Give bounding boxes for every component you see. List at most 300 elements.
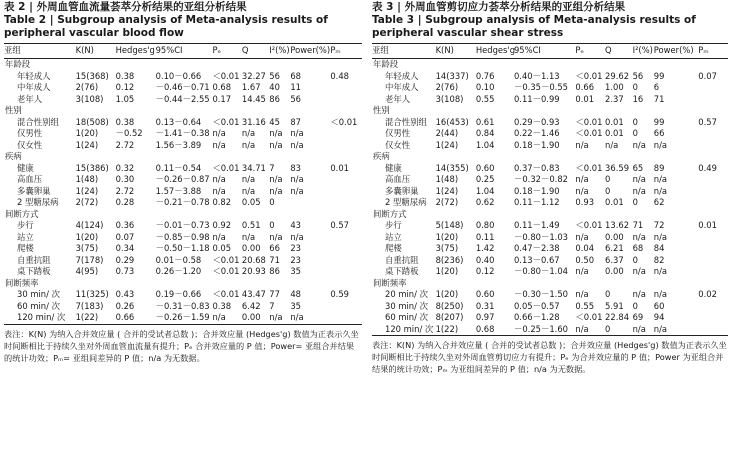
table-cell: 99 (653, 70, 665, 81)
table-cell: 0.18－1.90 (513, 139, 560, 150)
section-label: 间断方式 (373, 208, 407, 219)
table-cell: 0.38 (212, 300, 232, 311)
table-cell: 2(72) (75, 197, 99, 207)
table-row (372, 312, 728, 324)
table-cell (330, 301, 362, 313)
table-cell: 2(76) (75, 82, 99, 92)
table-cell: 0.30 (115, 174, 135, 184)
table-cell: 7(178) (75, 254, 104, 265)
table-cell: n/a (632, 266, 646, 276)
table-3-title-en: Table 3 | Subgroup analysis of Meta-analysis results of peripheral vascular shear stress (372, 14, 696, 39)
table-cell: n/a (290, 174, 304, 184)
table-cell: 22.84 (605, 312, 630, 322)
table-row (372, 186, 728, 198)
table-cell: 1(20) (75, 128, 99, 138)
table-cell (330, 128, 362, 140)
table-cell: n/a (290, 231, 304, 242)
subgroup-label: 爬楼 (17, 243, 34, 253)
table-cell: 1(20) (435, 231, 459, 242)
table-cell: n/a (575, 289, 589, 299)
table-row (4, 312, 362, 324)
table-cell: 0.29 (115, 254, 135, 265)
table-cell: n/a (653, 185, 668, 196)
section-row (372, 105, 728, 117)
table-cell: 86 (269, 266, 280, 276)
table-cell: 0.12 (475, 266, 495, 276)
subgroup-label: 桌下踏板 (385, 266, 419, 276)
subgroup-label: 自重抗阻 (385, 254, 419, 265)
table-row (4, 220, 362, 232)
table-cell: 0 (269, 220, 275, 230)
table-cell: 0.25 (475, 174, 495, 184)
table-cell: －0.52 (115, 128, 143, 138)
table-cell: 0.28 (115, 197, 135, 207)
table-cell: －0.01－0.73 (155, 220, 210, 230)
table-cell: 0.57 (698, 116, 717, 127)
table-cell: 1(24) (435, 185, 459, 196)
table-cell: 0 (632, 116, 638, 127)
section-label: 间断方式 (5, 208, 39, 219)
column-header: 亚组 (4, 45, 21, 56)
table-cell: 1(22) (75, 312, 99, 322)
table-row (372, 197, 728, 209)
table-cell: 0.97 (475, 312, 495, 322)
table-cell: n/a (575, 139, 589, 150)
table-cell: 0.00 (241, 312, 261, 322)
table-row (372, 220, 728, 232)
table-cell: 1(24) (435, 139, 459, 150)
table-cell: 5.91 (605, 300, 624, 311)
section-row (372, 59, 728, 71)
table-cell: 4(124) (75, 220, 104, 230)
table-cell: n/a (241, 128, 256, 138)
table-cell: 0.68 (475, 323, 495, 334)
table-cell: 0.07 (698, 70, 717, 81)
table-cell: ＜0.01 (212, 289, 240, 299)
table-cell: 0.62 (475, 197, 495, 207)
table-cell: n/a (269, 139, 283, 150)
table-cell: 77 (269, 289, 280, 299)
table-cell: 0.40 (475, 254, 495, 265)
table-cell: 2.37 (605, 93, 624, 104)
table-cell: 36.59 (605, 162, 630, 173)
subgroup-label: 仅男性 (17, 128, 43, 138)
table-row (372, 266, 728, 278)
table-cell: 0.05 (212, 243, 232, 253)
table-cell: 71 (269, 254, 280, 265)
table-cell: 0.60 (475, 162, 495, 173)
table-row (372, 128, 728, 140)
table-cell (330, 232, 362, 244)
table-cell: 14.45 (241, 93, 266, 104)
table-cell: 0.01 (330, 162, 349, 173)
table-cell: 71 (632, 220, 644, 230)
table-cell: 0.93 (575, 197, 595, 207)
table-cell: n/a (212, 185, 226, 196)
table-cell (330, 82, 362, 94)
table-cell: 0.40－1.13 (513, 70, 560, 81)
section-row (4, 151, 362, 163)
table-cell: 0 (605, 185, 611, 196)
table-cell: 0.48 (330, 70, 349, 81)
table-cell: 0 (605, 289, 611, 299)
subgroup-label: 步行 (17, 220, 34, 230)
table-cell: 0 (605, 323, 611, 334)
table-cell: 0 (632, 128, 638, 138)
table-cell: 1(48) (75, 174, 99, 184)
table-cell: 0.11－0.99 (513, 93, 560, 104)
table-cell: 0.66 (575, 82, 595, 92)
table-row (372, 82, 728, 94)
table-row (372, 140, 728, 152)
table-cell: 0.55 (575, 300, 595, 311)
subgroup-label: 站立 (17, 231, 34, 242)
subgroup-label: 混合性别组 (385, 116, 427, 127)
table-cell: 0.12 (115, 82, 135, 92)
table-3-title-cn: 表 3 | 外周血管剪切应力荟萃分析结果的亚组分析结果 (372, 1, 626, 13)
table-cell: 0.11－1.49 (513, 220, 560, 230)
table-cell: 0.92 (212, 220, 232, 230)
subgroup-label: 中年成人 (17, 82, 51, 92)
subgroup-label: 60 min/ 次 (17, 300, 60, 311)
table-cell: 66 (269, 243, 280, 253)
table-cell: 0.49 (698, 162, 717, 173)
table-cell (698, 186, 728, 198)
section-label: 间断频率 (373, 277, 407, 288)
table-row (372, 289, 728, 301)
table-cell: 1.56－3.89 (155, 139, 202, 150)
table-cell: 1(22) (435, 323, 459, 334)
table-row (4, 289, 362, 301)
column-header: Pₘ (330, 45, 341, 56)
table-cell: 0.02 (698, 289, 717, 299)
table-cell: n/a (575, 231, 589, 242)
table-cell: 0.13－0.67 (513, 254, 560, 265)
table-cell (698, 174, 728, 186)
table-cell: n/a (212, 231, 226, 242)
table-cell: 0.26－1.20 (155, 266, 202, 276)
table-row (4, 255, 362, 267)
table-cell: n/a (653, 174, 668, 184)
table-cell: 1(20) (75, 231, 99, 242)
table-cell: 5(148) (435, 220, 464, 230)
table-cell: 0.00 (605, 231, 624, 242)
table-cell (698, 255, 728, 267)
table-3-note: 表注：K(N) 为纳入合并效应量 ( 合并的受试者总数 )；合并效应量 (Hedges'g) 数值为正表示久坐时间断相比于持续久坐对外周血管剪切应力有提升；Pₑ 为合并效应量的 P 值；Power 为亚组合并结果的统计功效；Pₘ 为亚组间差异的 P 值；n/a 为无数据。 (372, 340, 727, 374)
table-cell: 0.19－0.66 (155, 289, 202, 299)
table-cell: 18(508) (75, 116, 109, 127)
subgroup-label: 健康 (17, 162, 34, 173)
table-cell (330, 174, 362, 186)
table-cell: 14(337) (435, 70, 469, 81)
table-cell: n/a (632, 323, 646, 334)
table-cell: 56 (269, 70, 280, 81)
table-cell (698, 128, 728, 140)
table-row (4, 197, 362, 209)
table-cell (330, 243, 362, 255)
table-cell: ＜0.01 (575, 128, 603, 138)
table-2 (4, 44, 362, 324)
table-cell: 0.60 (475, 289, 495, 299)
column-header: 亚组 (372, 45, 389, 56)
table-cell: 4(95) (75, 266, 99, 276)
subgroup-label: 高血压 (17, 174, 43, 184)
table-cell: 0.51 (241, 220, 261, 230)
table-cell: n/a (653, 266, 668, 276)
table-cell: n/a (269, 185, 283, 196)
table-cell: n/a (575, 323, 589, 334)
table-2-title-en: Table 2 | Subgroup analysis of Meta-analysis results of peripheral vascular blood flow (4, 14, 328, 39)
table-cell: －0.46－0.71 (155, 82, 210, 92)
table-cell: 0.66 (115, 312, 135, 322)
table-row (4, 94, 362, 106)
table-row (4, 163, 362, 175)
table-cell: 16 (632, 93, 644, 104)
table-cell: ＜0.01 (575, 220, 603, 230)
subgroup-label: 20 min/ 次 (385, 289, 428, 299)
table-row (4, 243, 362, 255)
subgroup-label: 仅女性 (385, 139, 411, 150)
table-row (372, 255, 728, 267)
table-cell: 45 (269, 116, 280, 127)
table-cell: n/a (290, 312, 304, 322)
table-cell: 0.80 (475, 220, 495, 230)
table-cell: 48 (290, 289, 301, 299)
table-cell: n/a (241, 185, 256, 196)
table-cell: 1.42 (475, 243, 495, 253)
table-3 (372, 44, 728, 335)
table-cell: 23 (290, 254, 301, 265)
table-cell (330, 140, 362, 152)
column-header: Pₑ (575, 45, 584, 56)
table-cell: 0 (632, 254, 638, 265)
table-cell: 8(250) (435, 300, 464, 311)
table-cell: 6.42 (241, 300, 261, 311)
section-row (372, 151, 728, 163)
table-cell: 3(75) (75, 243, 99, 253)
subgroup-label: 多囊卵巢 (17, 185, 51, 196)
table-cell: n/a (269, 312, 283, 322)
table-cell: ＜0.01 (212, 254, 240, 265)
table-cell: 65 (632, 162, 644, 173)
table-cell: 69 (632, 312, 644, 322)
table-cell: n/a (269, 128, 283, 138)
table-cell: 0.47－2.38 (513, 243, 560, 253)
column-header: Q (605, 45, 612, 56)
table-cell: 0.36 (115, 220, 135, 230)
column-header: Q (241, 45, 249, 56)
table-cell: 43 (290, 220, 301, 230)
table-cell (698, 232, 728, 244)
table-cell: 0.37－0.83 (513, 162, 560, 173)
section-row (4, 59, 362, 71)
table-cell (698, 94, 728, 106)
table-cell: 16(453) (435, 116, 469, 127)
subgroup-label: 年轻成人 (17, 70, 51, 81)
table-cell: ＜0.01 (575, 116, 603, 127)
table-cell: 0.18－1.90 (513, 185, 560, 196)
table-cell: －0.85－0.98 (155, 231, 210, 242)
table-row (4, 140, 362, 152)
column-header: Power(%) (653, 45, 694, 56)
table-cell (698, 140, 728, 152)
table-3-panel (372, 0, 728, 375)
table-cell: 0.05 (241, 197, 261, 207)
table-cell: 0.00 (241, 243, 261, 253)
table-cell: 0.43 (115, 289, 135, 299)
column-header: 95%CI (513, 45, 541, 56)
table-cell: n/a (575, 174, 589, 184)
table-cell (330, 197, 362, 209)
subgroup-label: 30 min/ 次 (17, 289, 60, 299)
table-cell: 83 (290, 162, 301, 173)
table-cell: 6.37 (605, 254, 624, 265)
table-cell (698, 301, 728, 313)
table-cell (698, 312, 728, 324)
table-cell: 0.10 (475, 82, 495, 92)
table-cell: ＜0.01 (330, 116, 358, 127)
section-label: 年龄段 (373, 59, 399, 69)
subgroup-label: 步行 (385, 220, 402, 230)
table-cell: 68 (290, 70, 301, 81)
column-header: Pₑ (212, 45, 221, 56)
table-cell: 0.38 (115, 116, 135, 127)
table-cell: n/a (653, 139, 668, 150)
table-cell: 86 (269, 93, 280, 104)
table-cell: 0.11－1.12 (513, 197, 560, 207)
table-cell: 1(24) (75, 185, 99, 196)
table-cell (698, 324, 728, 336)
table-cell: －0.80－1.03 (513, 231, 568, 242)
table-row (372, 243, 728, 255)
table-cell: 7 (269, 162, 275, 173)
table-cell: 0.32 (115, 162, 135, 173)
table-cell: n/a (241, 139, 256, 150)
table-cell: 71 (653, 93, 665, 104)
table-cell: 0.59 (330, 289, 349, 299)
table-cell: －0.80－1.04 (513, 266, 568, 276)
table-cell: 0 (605, 174, 611, 184)
subgroup-label: 混合性别组 (17, 116, 59, 127)
table-cell: 3(108) (435, 93, 464, 104)
column-header: Power(%) (290, 45, 331, 56)
table-bottom-rule (372, 335, 728, 336)
table-cell: 84 (653, 243, 665, 253)
table-2-title-cn: 表 2 | 外周血管血流量荟萃分析结果的亚组分析结果 (4, 1, 247, 13)
table-cell: 66 (653, 128, 665, 138)
column-header: K(N) (435, 45, 454, 56)
table-row (372, 71, 728, 83)
table-cell: 0.55 (475, 93, 495, 104)
table-cell: ＜0.01 (575, 70, 603, 81)
table-cell (698, 82, 728, 94)
table-cell: 0.01－0.58 (155, 254, 202, 265)
table-cell: 40 (269, 82, 280, 92)
table-cell: 0.22－1.46 (513, 128, 560, 138)
table-cell: 0.11 (475, 231, 495, 242)
table-cell: 1(20) (435, 266, 459, 276)
table-cell: n/a (632, 185, 646, 196)
table-cell: －0.26－1.59 (155, 312, 210, 322)
table-cell: n/a (290, 185, 304, 196)
subgroup-label: 仅男性 (385, 128, 411, 138)
table-cell (330, 94, 362, 106)
subgroup-label: 爬楼 (385, 243, 402, 253)
table-cell: n/a (290, 128, 304, 138)
table-cell: 14(355) (435, 162, 469, 173)
table-cell: n/a (575, 266, 589, 276)
column-header: Pₘ (698, 45, 709, 56)
column-header: I²(%) (269, 45, 290, 56)
table-cell: 0.26 (115, 300, 135, 311)
section-row (372, 209, 728, 221)
table-cell: ＜0.01 (212, 162, 240, 173)
subgroup-label: 老年人 (385, 93, 411, 104)
subgroup-label: 高血压 (385, 174, 411, 184)
table-cell: 1.04 (475, 185, 495, 196)
subgroup-label: 自重抗阻 (17, 254, 51, 265)
table-cell: 0.00 (605, 266, 624, 276)
column-header: 95%CI (155, 45, 183, 56)
subgroup-label: 2 型糖尿病 (385, 197, 427, 207)
table-cell: －0.31－0.83 (155, 300, 210, 311)
table-cell: 0.17 (212, 93, 232, 104)
table-cell: 0.73 (115, 266, 135, 276)
table-cell (698, 266, 728, 278)
table-cell: n/a (605, 139, 619, 150)
table-cell: 0.07 (115, 231, 135, 242)
table-cell: 11(325) (75, 289, 109, 299)
table-row (4, 266, 362, 278)
table-cell: －0.32－0.82 (513, 174, 568, 184)
table-cell: 6.21 (605, 243, 624, 253)
table-cell: 72 (653, 220, 665, 230)
table-cell: n/a (632, 174, 646, 184)
table-cell: 0.38 (115, 70, 135, 81)
table-cell: 1.00 (605, 82, 624, 92)
table-cell: 8(236) (435, 254, 464, 265)
table-cell: n/a (632, 289, 646, 299)
table-cell: 1(20) (435, 289, 459, 299)
table-cell: n/a (575, 185, 589, 196)
section-label: 疾病 (5, 151, 22, 161)
table-cell: ＜0.01 (575, 312, 603, 322)
table-cell: 1(24) (75, 139, 99, 150)
table-cell: 11 (290, 82, 301, 92)
table-cell: 94 (653, 312, 665, 322)
table-cell: ＜0.01 (575, 162, 603, 173)
table-cell: 62 (653, 197, 665, 207)
table-cell: ＜0.01 (212, 266, 240, 276)
table-cell: 0.04 (575, 243, 595, 253)
table-cell: 0 (632, 300, 638, 311)
table-cell (330, 266, 362, 278)
table-cell: n/a (632, 231, 646, 242)
table-row (372, 163, 728, 175)
table-cell: －0.26－0.87 (155, 174, 210, 184)
table-cell: 0.11－0.54 (155, 162, 202, 173)
table-row (4, 232, 362, 244)
subgroup-label: 桌下踏板 (17, 266, 51, 276)
table-cell: 35 (290, 300, 301, 311)
table-cell: 0.10－0.66 (155, 70, 202, 81)
table-cell: 0.01 (605, 197, 624, 207)
table-bottom-rule (4, 324, 362, 325)
table-cell: n/a (212, 139, 226, 150)
section-label: 年龄段 (5, 59, 31, 69)
table-cell: n/a (632, 139, 646, 150)
table-cell: 60 (653, 300, 665, 311)
